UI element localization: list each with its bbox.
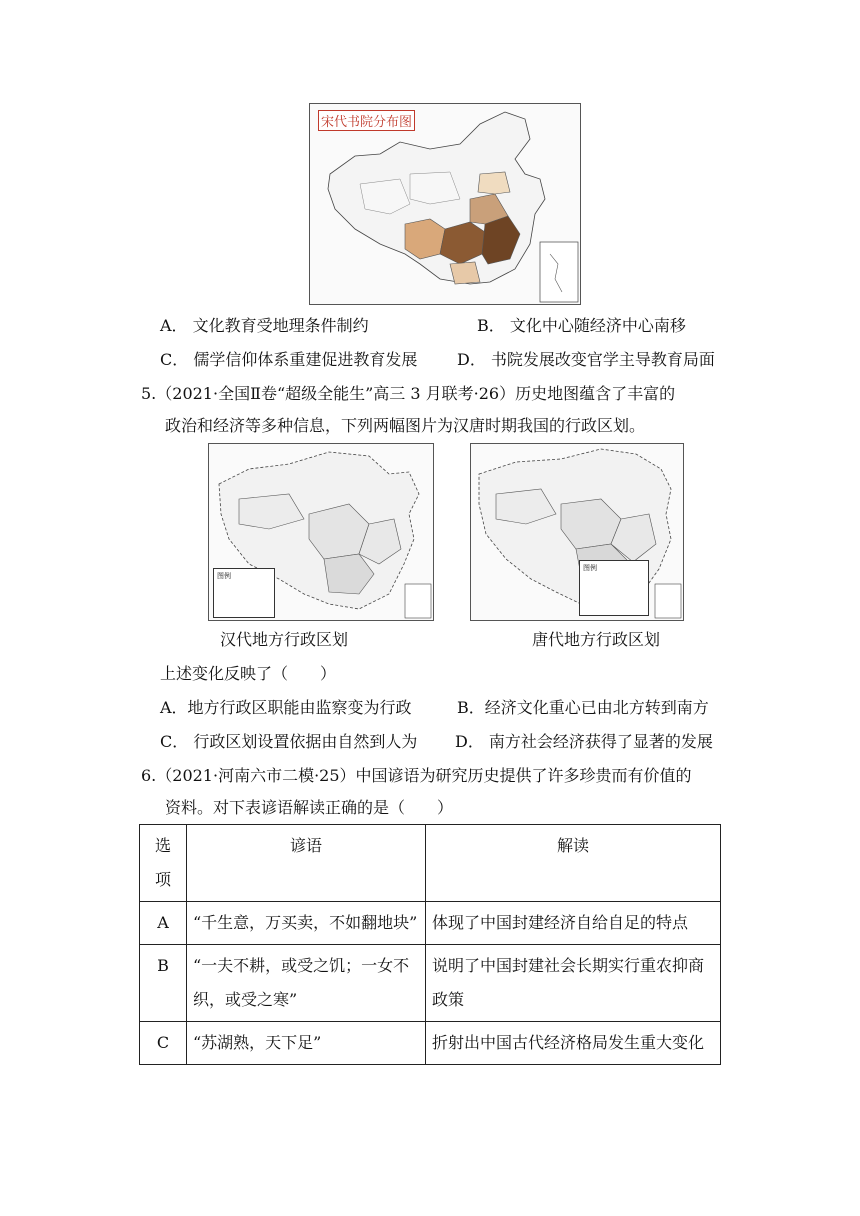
tang-map-drawing [471, 444, 683, 620]
q4-option-b: B． 文化中心随经济中心南移 [477, 316, 686, 335]
q5-option-d: D． 南方社会经济获得了显著的发展 [455, 732, 713, 751]
table-header-row [140, 825, 721, 902]
q5-option-a: A．地方行政区职能由监察变为行政 [160, 698, 412, 717]
row-c-saying: “苏湖熟，天下足” [187, 1022, 426, 1065]
tang-admin-map [470, 443, 684, 621]
song-map-drawing [310, 104, 580, 304]
han-admin-map [208, 443, 434, 621]
table-row [140, 1022, 721, 1065]
header-saying: 谚语 [187, 825, 426, 902]
q4-option-a: A． 文化教育受地理条件制约 [160, 316, 369, 335]
tang-legend-title: 图例 [583, 564, 597, 572]
song-academy-map [309, 103, 581, 305]
proverb-table [139, 824, 721, 1065]
row-a-option: A [140, 902, 187, 945]
han-legend-title: 图例 [217, 572, 231, 580]
tang-map-legend [579, 560, 649, 616]
table-row [140, 945, 721, 1022]
row-c-interpretation: 折射出中国古代经济格局发生重大变化 [426, 1022, 721, 1065]
row-b-interpretation: 说明了中国封建社会长期实行重农抑商政策 [426, 945, 721, 1022]
row-b-option: B [140, 945, 187, 1022]
row-b-saying: “一夫不耕，或受之饥；一女不织，或受之寒” [187, 945, 426, 1022]
header-option [140, 825, 187, 902]
q5-stem-line2: 政治和经济等多种信息，下列两幅图片为汉唐时期我国的行政区划。 [165, 416, 646, 435]
q4-option-c: C． 儒学信仰体系重建促进教育发展 [160, 350, 418, 369]
han-map-caption: 汉代地方行政区划 [220, 630, 349, 649]
row-a-interpretation: 体现了中国封建经济自给自足的特点 [426, 902, 721, 945]
q6-stem-line2: 资料。对下表谚语解读正确的是（ ） [165, 798, 454, 817]
header-interpretation: 解读 [426, 825, 721, 902]
song-map-title: 宋代书院分布图 [318, 110, 415, 131]
header-option-label: 选项 [154, 836, 171, 889]
han-map-legend [213, 568, 275, 618]
row-a-saying: “千生意，万买卖，不如翻地块” [187, 902, 426, 945]
table-row [140, 902, 721, 945]
q5-option-b: B．经济文化重心已由北方转到南方 [457, 698, 709, 717]
row-c-option: C [140, 1022, 187, 1065]
q4-option-d: D． 书院发展改变官学主导教育局面 [457, 350, 715, 369]
q5-question: 上述变化反映了（ ） [160, 664, 337, 683]
q5-stem-line1: 5.（2021·全国Ⅱ卷“超级全能生”高三 3 月联考·26）历史地图蕴含了丰富的 [141, 384, 676, 403]
q5-option-c: C． 行政区划设置依据由自然到人为 [160, 732, 418, 751]
tang-map-caption: 唐代地方行政区划 [532, 630, 661, 649]
q6-stem-line1: 6.（2021·河南六市二模·25）中国谚语为研究历史提供了许多珍贵而有价值的 [141, 766, 692, 785]
